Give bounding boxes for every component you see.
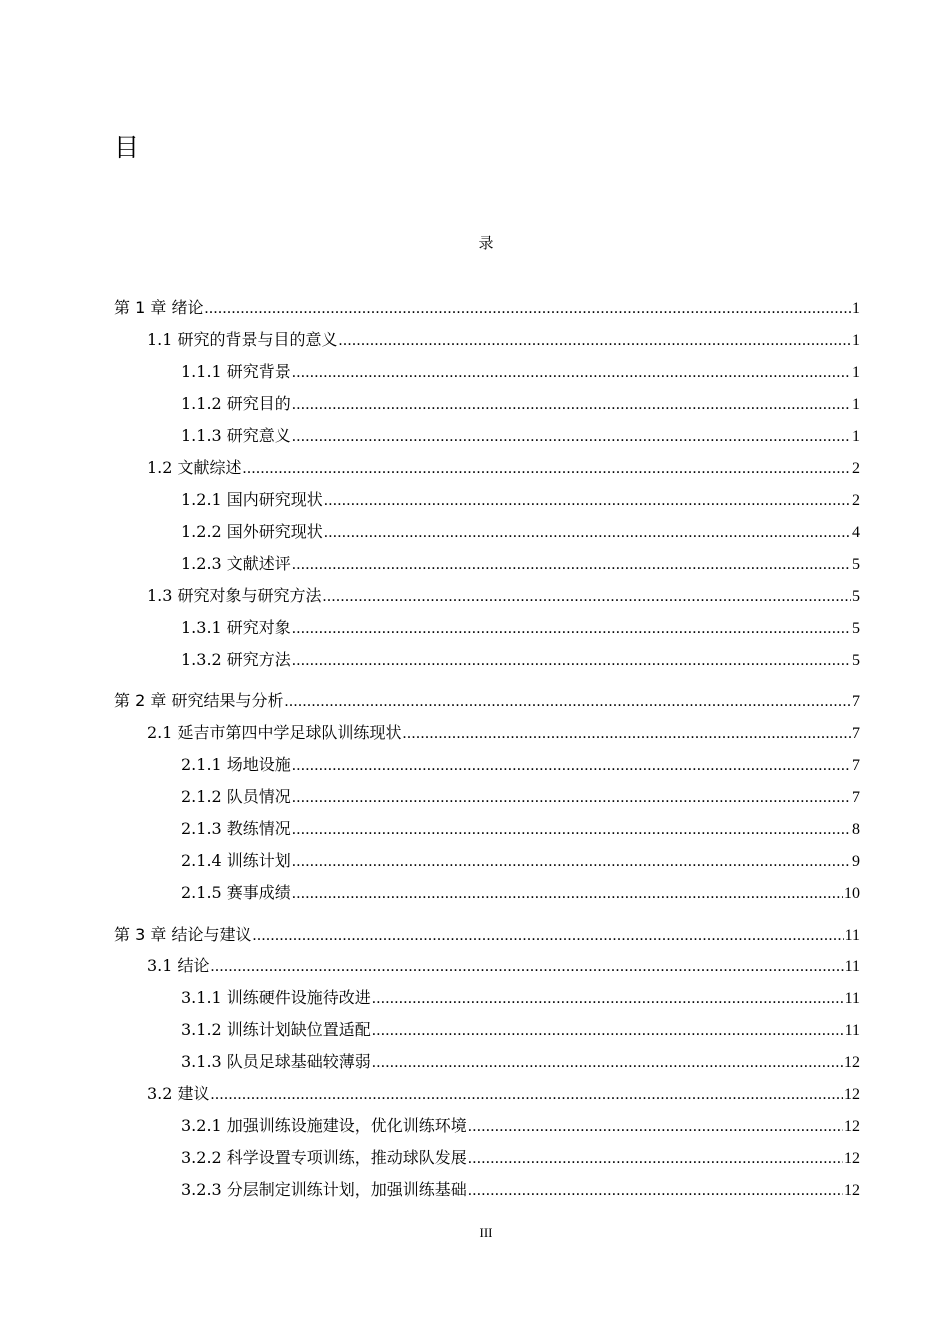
toc-dot-leader bbox=[323, 585, 851, 609]
toc-entry-page: 1 bbox=[852, 300, 860, 317]
toc-entry-label: 2.1.3 教练情况 bbox=[181, 819, 291, 838]
toc-dot-leader bbox=[403, 722, 851, 746]
toc-entry-page: 12 bbox=[844, 1150, 860, 1167]
toc-dot-leader bbox=[339, 329, 851, 353]
toc-entry-label: 1.2 文献综述 bbox=[147, 458, 242, 477]
toc-entry-label: 1.1 研究的背景与目的意义 bbox=[147, 330, 338, 349]
toc-entry-section-1-2[interactable] bbox=[147, 456, 860, 480]
toc-dot-leader bbox=[324, 521, 851, 545]
toc-dot-leader bbox=[292, 617, 851, 641]
toc-entry-page: 5 bbox=[852, 588, 860, 605]
toc-entry-page: 7 bbox=[852, 693, 860, 710]
toc-dot-leader bbox=[372, 1051, 843, 1075]
toc-entry-label: 第 2 章 研究结果与分析 bbox=[114, 691, 284, 710]
toc-entry-page: 11 bbox=[844, 927, 860, 944]
toc-dot-leader bbox=[468, 1179, 843, 1203]
toc-entry-chapter-1[interactable] bbox=[114, 296, 860, 320]
toc-entry-label: 2.1.4 训练计划 bbox=[181, 851, 291, 870]
toc-dot-leader bbox=[292, 882, 843, 906]
toc-entry-page: 12 bbox=[844, 1054, 860, 1071]
toc-entry-label: 3.2 建议 bbox=[147, 1084, 210, 1103]
toc-title-char-2: 录 bbox=[478, 234, 494, 252]
toc-entry-label: 1.2.3 文献述评 bbox=[181, 554, 291, 573]
toc-dot-leader bbox=[211, 955, 844, 979]
toc-dot-leader bbox=[292, 649, 851, 673]
toc-entry-subsection-3-1-3[interactable] bbox=[181, 1050, 860, 1074]
toc-entry-label: 3.1.3 队员足球基础较薄弱 bbox=[181, 1052, 371, 1071]
toc-dot-leader bbox=[292, 818, 851, 842]
toc-entry-subsection-3-1-1[interactable] bbox=[181, 986, 860, 1010]
toc-entry-label: 3.1.2 训练计划缺位置适配 bbox=[181, 1020, 371, 1039]
toc-entry-page: 7 bbox=[852, 725, 860, 742]
toc-entry-chapter-3[interactable] bbox=[114, 923, 860, 947]
toc-entry-subsection-2-1-4[interactable] bbox=[181, 849, 860, 873]
toc-entry-label: 第 3 章 结论与建议 bbox=[114, 925, 252, 944]
toc-entry-label: 1.3 研究对象与研究方法 bbox=[147, 586, 322, 605]
toc-entry-section-1-3[interactable] bbox=[147, 584, 860, 608]
toc-entry-subsection-1-3-2[interactable] bbox=[181, 648, 860, 672]
toc-entry-label: 3.1.1 训练硬件设施待改进 bbox=[181, 988, 371, 1007]
toc-entry-chapter-2[interactable] bbox=[114, 689, 860, 713]
toc-entry-page: 11 bbox=[844, 990, 860, 1007]
toc-title-char-1: 目 bbox=[114, 133, 140, 162]
toc-entry-section-2-1[interactable] bbox=[147, 721, 860, 745]
toc-entry-label: 1.3.2 研究方法 bbox=[181, 650, 291, 669]
toc-entry-label: 3.2.1 加强训练设施建设，优化训练环境 bbox=[181, 1116, 467, 1135]
toc-entry-label: 2.1.1 场地设施 bbox=[181, 755, 291, 774]
toc-entry-page: 4 bbox=[852, 524, 860, 541]
footer-page-number: III bbox=[479, 1225, 493, 1240]
toc-entry-page: 8 bbox=[852, 821, 860, 838]
toc-entry-section-3-2[interactable] bbox=[147, 1082, 860, 1106]
toc-dot-leader bbox=[468, 1115, 843, 1139]
toc-entry-label: 2.1.5 赛事成绩 bbox=[181, 883, 291, 902]
toc-dot-leader bbox=[204, 297, 851, 321]
toc-entry-section-1-1[interactable] bbox=[147, 328, 860, 352]
toc-entry-subsection-1-2-2[interactable] bbox=[181, 520, 860, 544]
toc-entry-subsection-1-1-2[interactable] bbox=[181, 392, 860, 416]
toc-entry-subsection-2-1-2[interactable] bbox=[181, 785, 860, 809]
toc-entry-label: 第 1 章 绪论 bbox=[114, 298, 204, 317]
toc-entry-page: 1 bbox=[852, 332, 860, 349]
toc-entry-label: 1.1.3 研究意义 bbox=[181, 426, 291, 445]
toc-dot-leader bbox=[468, 1147, 843, 1171]
toc-entry-page: 12 bbox=[844, 1182, 860, 1199]
toc-entry-page: 5 bbox=[852, 556, 860, 573]
toc-entry-subsection-1-2-3[interactable] bbox=[181, 552, 860, 576]
toc-entry-subsection-3-2-1[interactable] bbox=[181, 1114, 860, 1138]
toc-entry-subsection-1-1-1[interactable] bbox=[181, 360, 860, 384]
toc-entry-label: 1.1.2 研究目的 bbox=[181, 394, 291, 413]
toc-entry-label: 1.1.1 研究背景 bbox=[181, 362, 291, 381]
toc-entry-subsection-3-2-3[interactable] bbox=[181, 1178, 860, 1202]
toc-entry-label: 3.2.2 科学设置专项训练，推动球队发展 bbox=[181, 1148, 467, 1167]
toc-entry-page: 2 bbox=[852, 492, 860, 509]
toc-entry-subsection-1-2-1[interactable] bbox=[181, 488, 860, 512]
toc-dot-leader bbox=[292, 553, 851, 577]
toc-entry-label: 3.2.3 分层制定训练计划，加强训练基础 bbox=[181, 1180, 467, 1199]
toc-entry-page: 12 bbox=[844, 1118, 860, 1135]
toc-entry-subsection-2-1-3[interactable] bbox=[181, 817, 860, 841]
toc-dot-leader bbox=[324, 489, 851, 513]
toc-entry-page: 7 bbox=[852, 757, 860, 774]
toc-entry-label: 1.2.1 国内研究现状 bbox=[181, 490, 323, 509]
toc-dot-leader bbox=[243, 457, 851, 481]
toc-dot-leader bbox=[292, 361, 851, 385]
toc-entry-page: 7 bbox=[852, 789, 860, 806]
toc-dot-leader bbox=[284, 690, 851, 714]
toc-entry-subsection-3-2-2[interactable] bbox=[181, 1146, 860, 1170]
toc-entry-page: 2 bbox=[852, 460, 860, 477]
toc-dot-leader bbox=[211, 1083, 843, 1107]
toc-dot-leader bbox=[372, 1019, 844, 1043]
toc-entry-label: 1.3.1 研究对象 bbox=[181, 618, 291, 637]
toc-entry-page: 1 bbox=[852, 428, 860, 445]
toc-entry-page: 5 bbox=[852, 620, 860, 637]
toc-entry-subsection-1-3-1[interactable] bbox=[181, 616, 860, 640]
toc-entry-subsection-3-1-2[interactable] bbox=[181, 1018, 860, 1042]
toc-entry-page: 1 bbox=[852, 396, 860, 413]
toc-dot-leader bbox=[292, 393, 851, 417]
toc-entry-subsection-1-1-3[interactable] bbox=[181, 424, 860, 448]
toc-dot-leader bbox=[292, 425, 851, 449]
toc-entry-label: 2.1 延吉市第四中学足球队训练现状 bbox=[147, 723, 402, 742]
toc-dot-leader bbox=[372, 987, 844, 1011]
toc-entry-section-3-1[interactable] bbox=[147, 954, 860, 978]
toc-entry-label: 2.1.2 队员情况 bbox=[181, 787, 291, 806]
toc-entry-page: 12 bbox=[844, 1086, 860, 1103]
toc-entry-subsection-2-1-5[interactable] bbox=[181, 881, 860, 905]
toc-dot-leader bbox=[292, 786, 851, 810]
toc-entry-label: 3.1 结论 bbox=[147, 956, 210, 975]
toc-entry-page: 10 bbox=[844, 885, 860, 902]
toc-entry-page: 9 bbox=[852, 853, 860, 870]
toc-dot-leader bbox=[292, 850, 851, 874]
toc-entry-page: 5 bbox=[852, 652, 860, 669]
toc-dot-leader bbox=[292, 754, 851, 778]
toc-entry-page: 1 bbox=[852, 364, 860, 381]
toc-dot-leader bbox=[252, 924, 843, 948]
toc-entry-subsection-2-1-1[interactable] bbox=[181, 753, 860, 777]
toc-entry-page: 11 bbox=[844, 1022, 860, 1039]
toc-entry-label: 1.2.2 国外研究现状 bbox=[181, 522, 323, 541]
toc-entry-page: 11 bbox=[844, 958, 860, 975]
